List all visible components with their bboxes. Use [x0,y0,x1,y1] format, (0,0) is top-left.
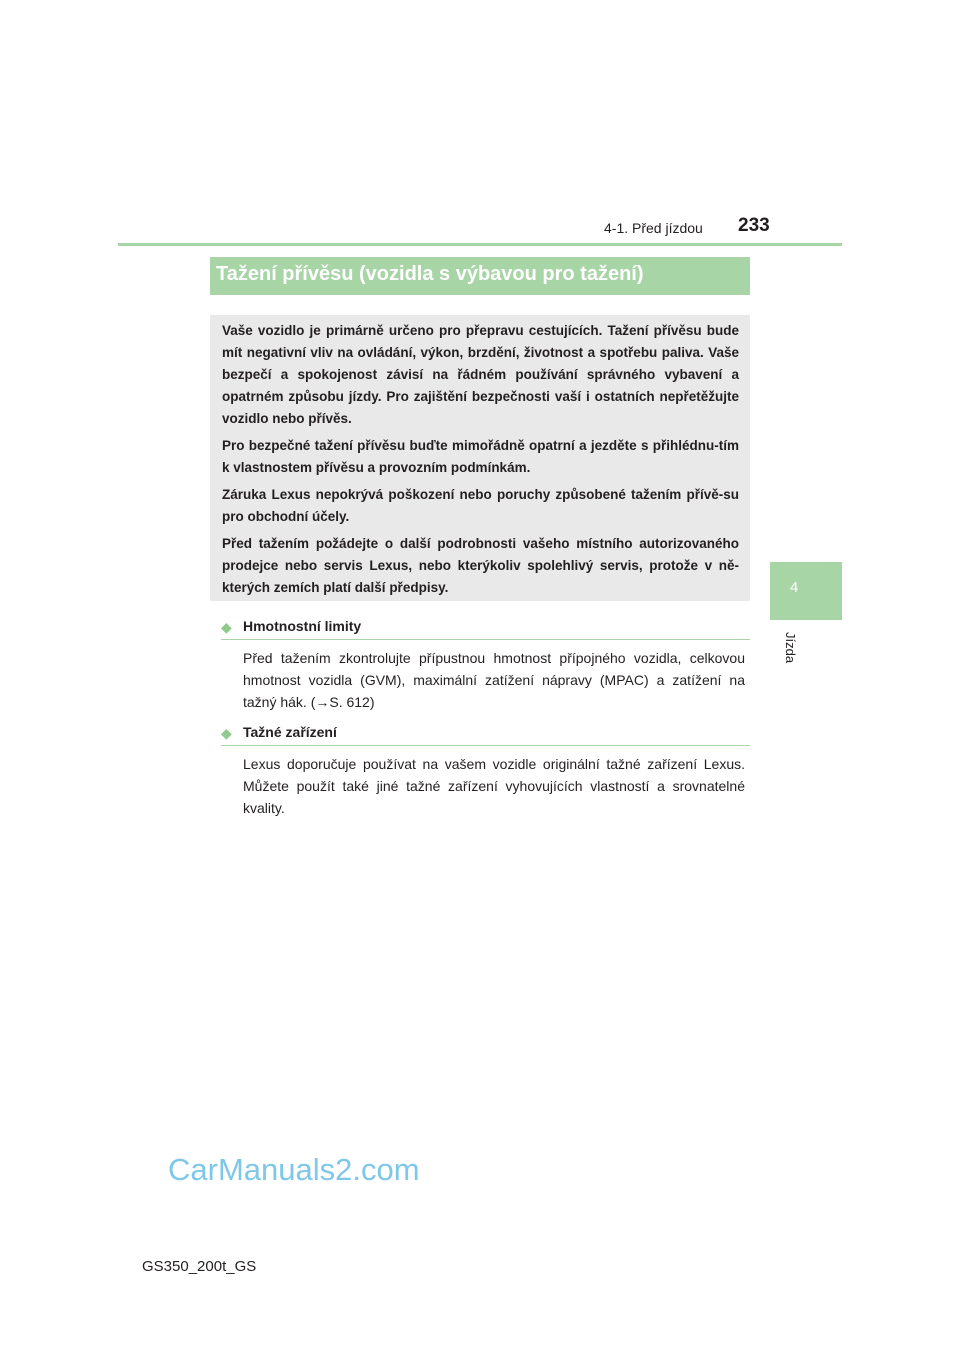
subsection-heading-weight-limits [221,615,750,640]
diamond-bullet-icon: ◆ [221,725,232,741]
intro-box [210,315,750,601]
chapter-tab [770,562,842,620]
chapter-label: Jízda [783,632,798,664]
intro-paragraph: Před tažením požádejte o další podrobnosti vašeho místního autorizovaného prodejce nebo servis Lexus, nebo kterýkoliv spolehlivý servis, protože v ně-kterých zemích platí další předpisy. [222,536,739,595]
footer-model-code: GS350_200t_GS [142,1258,257,1275]
intro-paragraph: Pro bezpečné tažení přívěsu buďte mimořádně opatrní a jezděte s přihlédnu-tím k vlastnostem přívěsu a provozním podmínkám. [222,438,739,475]
subsection-title: Hmotnostní limity [243,618,362,634]
diamond-bullet-icon: ◆ [221,619,232,635]
intro-paragraph: Vaše vozidlo je primárně určeno pro přepravu cestujících. Tažení přívěsu bude mít negativní vliv na ovládání, výkon, brzdění, životnost a spotřebu paliva. Vaše bezpečí a spokojenost závisí na řádném používání správného vybavení a opatrném způsobu jízdy. Pro zajištění bezpečnosti vaší i ostatních nepřetěžujte vozidlo nebo přívěs. [222,323,739,426]
intro-paragraph: Záruka Lexus nepokrývá poškození nebo poruchy způsobené tažením přívě-su pro obchodní účely. [222,487,739,524]
subsection-title: Tažné zařízení [243,724,337,740]
section-title-bar [210,257,750,295]
header-section-title: 4-1. Před jízdou [604,220,703,236]
header-rule [118,243,842,246]
subsection-text: Před tažením zkontrolujte přípustnou hmotnost přípojného vozidla, celkovou hmotnost vozidla (GVM), maximální zatížení nápravy (MPAC) a zatížení na tažný hák. (→S. 612) [243,650,745,710]
page-number: 233 [738,215,770,236]
watermark-logo: CarManuals2.com [168,1152,420,1187]
subsection-heading-towing-hitch [221,721,750,746]
subsection-text: Lexus doporučuje používat na vašem vozidle originální tažné zařízení Lexus. Můžete použít také jiné tažné zařízení vyhovujících vlastností a srovnatelné kvality. [243,756,745,816]
section-title: Tažení přívěsu (vozidla s výbavou pro tažení) [216,263,644,285]
chapter-number: 4 [790,579,799,596]
